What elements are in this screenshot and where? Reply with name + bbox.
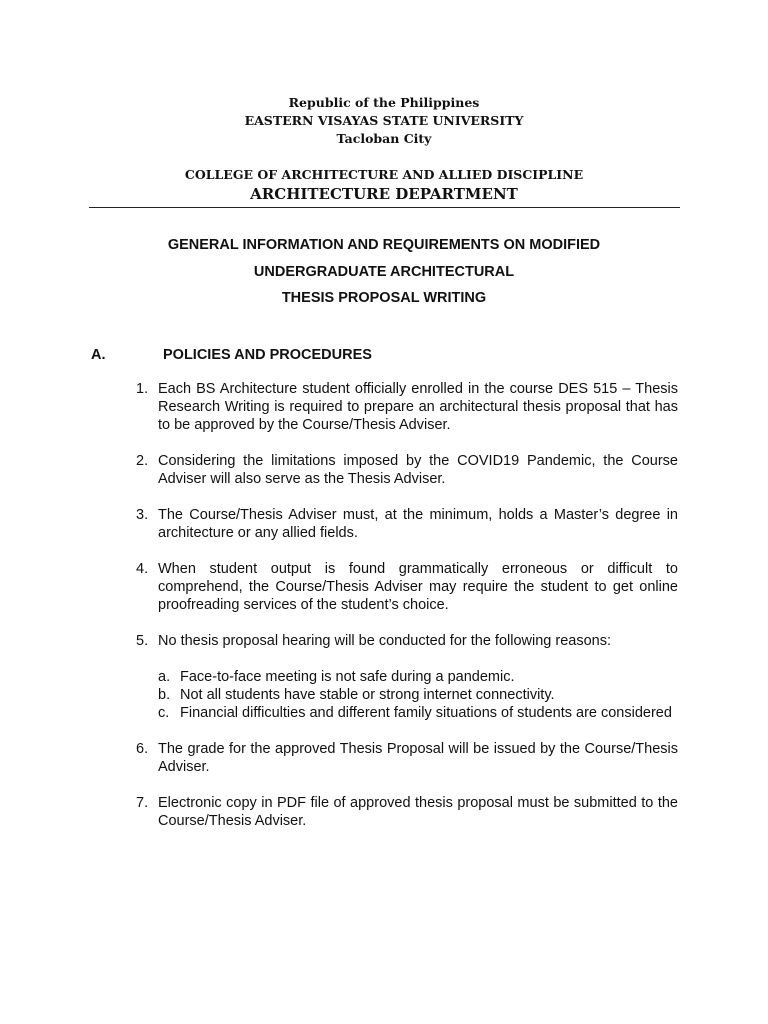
subitem-letter: b. <box>158 687 171 703</box>
item-number: 4. <box>136 561 149 577</box>
list-item <box>136 380 678 434</box>
item-text: The grade for the approved Thesis Proposal will be issued by the Course/Thesis Adviser. <box>158 741 678 775</box>
title-line-3: THESIS PROPOSAL WRITING <box>281 290 487 306</box>
item-text: When student output is found grammatically erroneous or difficult to comprehend, the Course/Thesis Adviser may require the student to get online proofreading services of the student’s choice. <box>158 561 678 613</box>
item-text: No thesis proposal hearing will be conducted for the following reasons: <box>158 633 611 649</box>
list-item <box>136 794 678 830</box>
header-department: ARCHITECTURE DEPARTMENT <box>250 185 518 203</box>
list-item <box>136 560 678 614</box>
sublist-item <box>158 704 678 722</box>
header-divider <box>89 207 680 208</box>
section-letter: A. <box>91 347 106 363</box>
list-item <box>136 452 678 488</box>
item-text: The Course/Thesis Adviser must, at the minimum, holds a Master’s degree in architecture or any allied fields. <box>158 507 678 541</box>
item-number: 6. <box>136 741 149 757</box>
subitem-text: Financial difficulties and different family situations of students are considered <box>180 705 672 721</box>
letterhead <box>0 94 768 205</box>
item-number: 3. <box>136 507 149 523</box>
header-college: COLLEGE OF ARCHITECTURE AND ALLIED DISCIPLINE <box>184 167 584 182</box>
item-text: Electronic copy in PDF file of approved thesis proposal must be submitted to the Course/Thesis Adviser. <box>158 795 678 829</box>
list-item <box>136 740 678 776</box>
item-number: 5. <box>136 633 149 649</box>
subitem-text: Not all students have stable or strong internet connectivity. <box>180 687 555 703</box>
subitem-letter: a. <box>158 669 171 685</box>
document-title <box>0 232 768 312</box>
item-number: 7. <box>136 795 149 811</box>
section-heading <box>91 345 372 365</box>
title-line-2: UNDERGRADUATE ARCHITECTURAL <box>253 263 515 280</box>
policy-list <box>136 380 678 848</box>
item-text: Each BS Architecture student officially enrolled in the course DES 515 – Thesis Research Writing is required to prepare an architectural thesis proposal that has to be approved by the Course/Thesis Adviser. <box>158 381 678 433</box>
list-item <box>136 506 678 542</box>
list-item <box>136 632 678 722</box>
subitem-letter: c. <box>158 705 170 721</box>
sublist-item <box>158 668 678 686</box>
item-number: 2. <box>136 453 149 469</box>
header-republic: Republic of the Philippines <box>288 95 480 110</box>
subitem-text: Face-to-face meeting is not safe during a pandemic. <box>180 669 515 685</box>
sublist-item <box>158 686 678 704</box>
title-line-1: GENERAL INFORMATION AND REQUIREMENTS ON MODIFIED <box>167 237 601 253</box>
section-title: POLICIES AND PROCEDURES <box>163 347 372 363</box>
reasons-sublist <box>158 668 678 722</box>
item-text: Considering the limitations imposed by the COVID19 Pandemic, the Course Adviser will also serve as the Thesis Adviser. <box>158 453 678 487</box>
header-city: Tacloban City <box>336 131 432 146</box>
header-university: EASTERN VISAYAS STATE UNIVERSITY <box>244 113 524 128</box>
item-number: 1. <box>136 381 149 397</box>
